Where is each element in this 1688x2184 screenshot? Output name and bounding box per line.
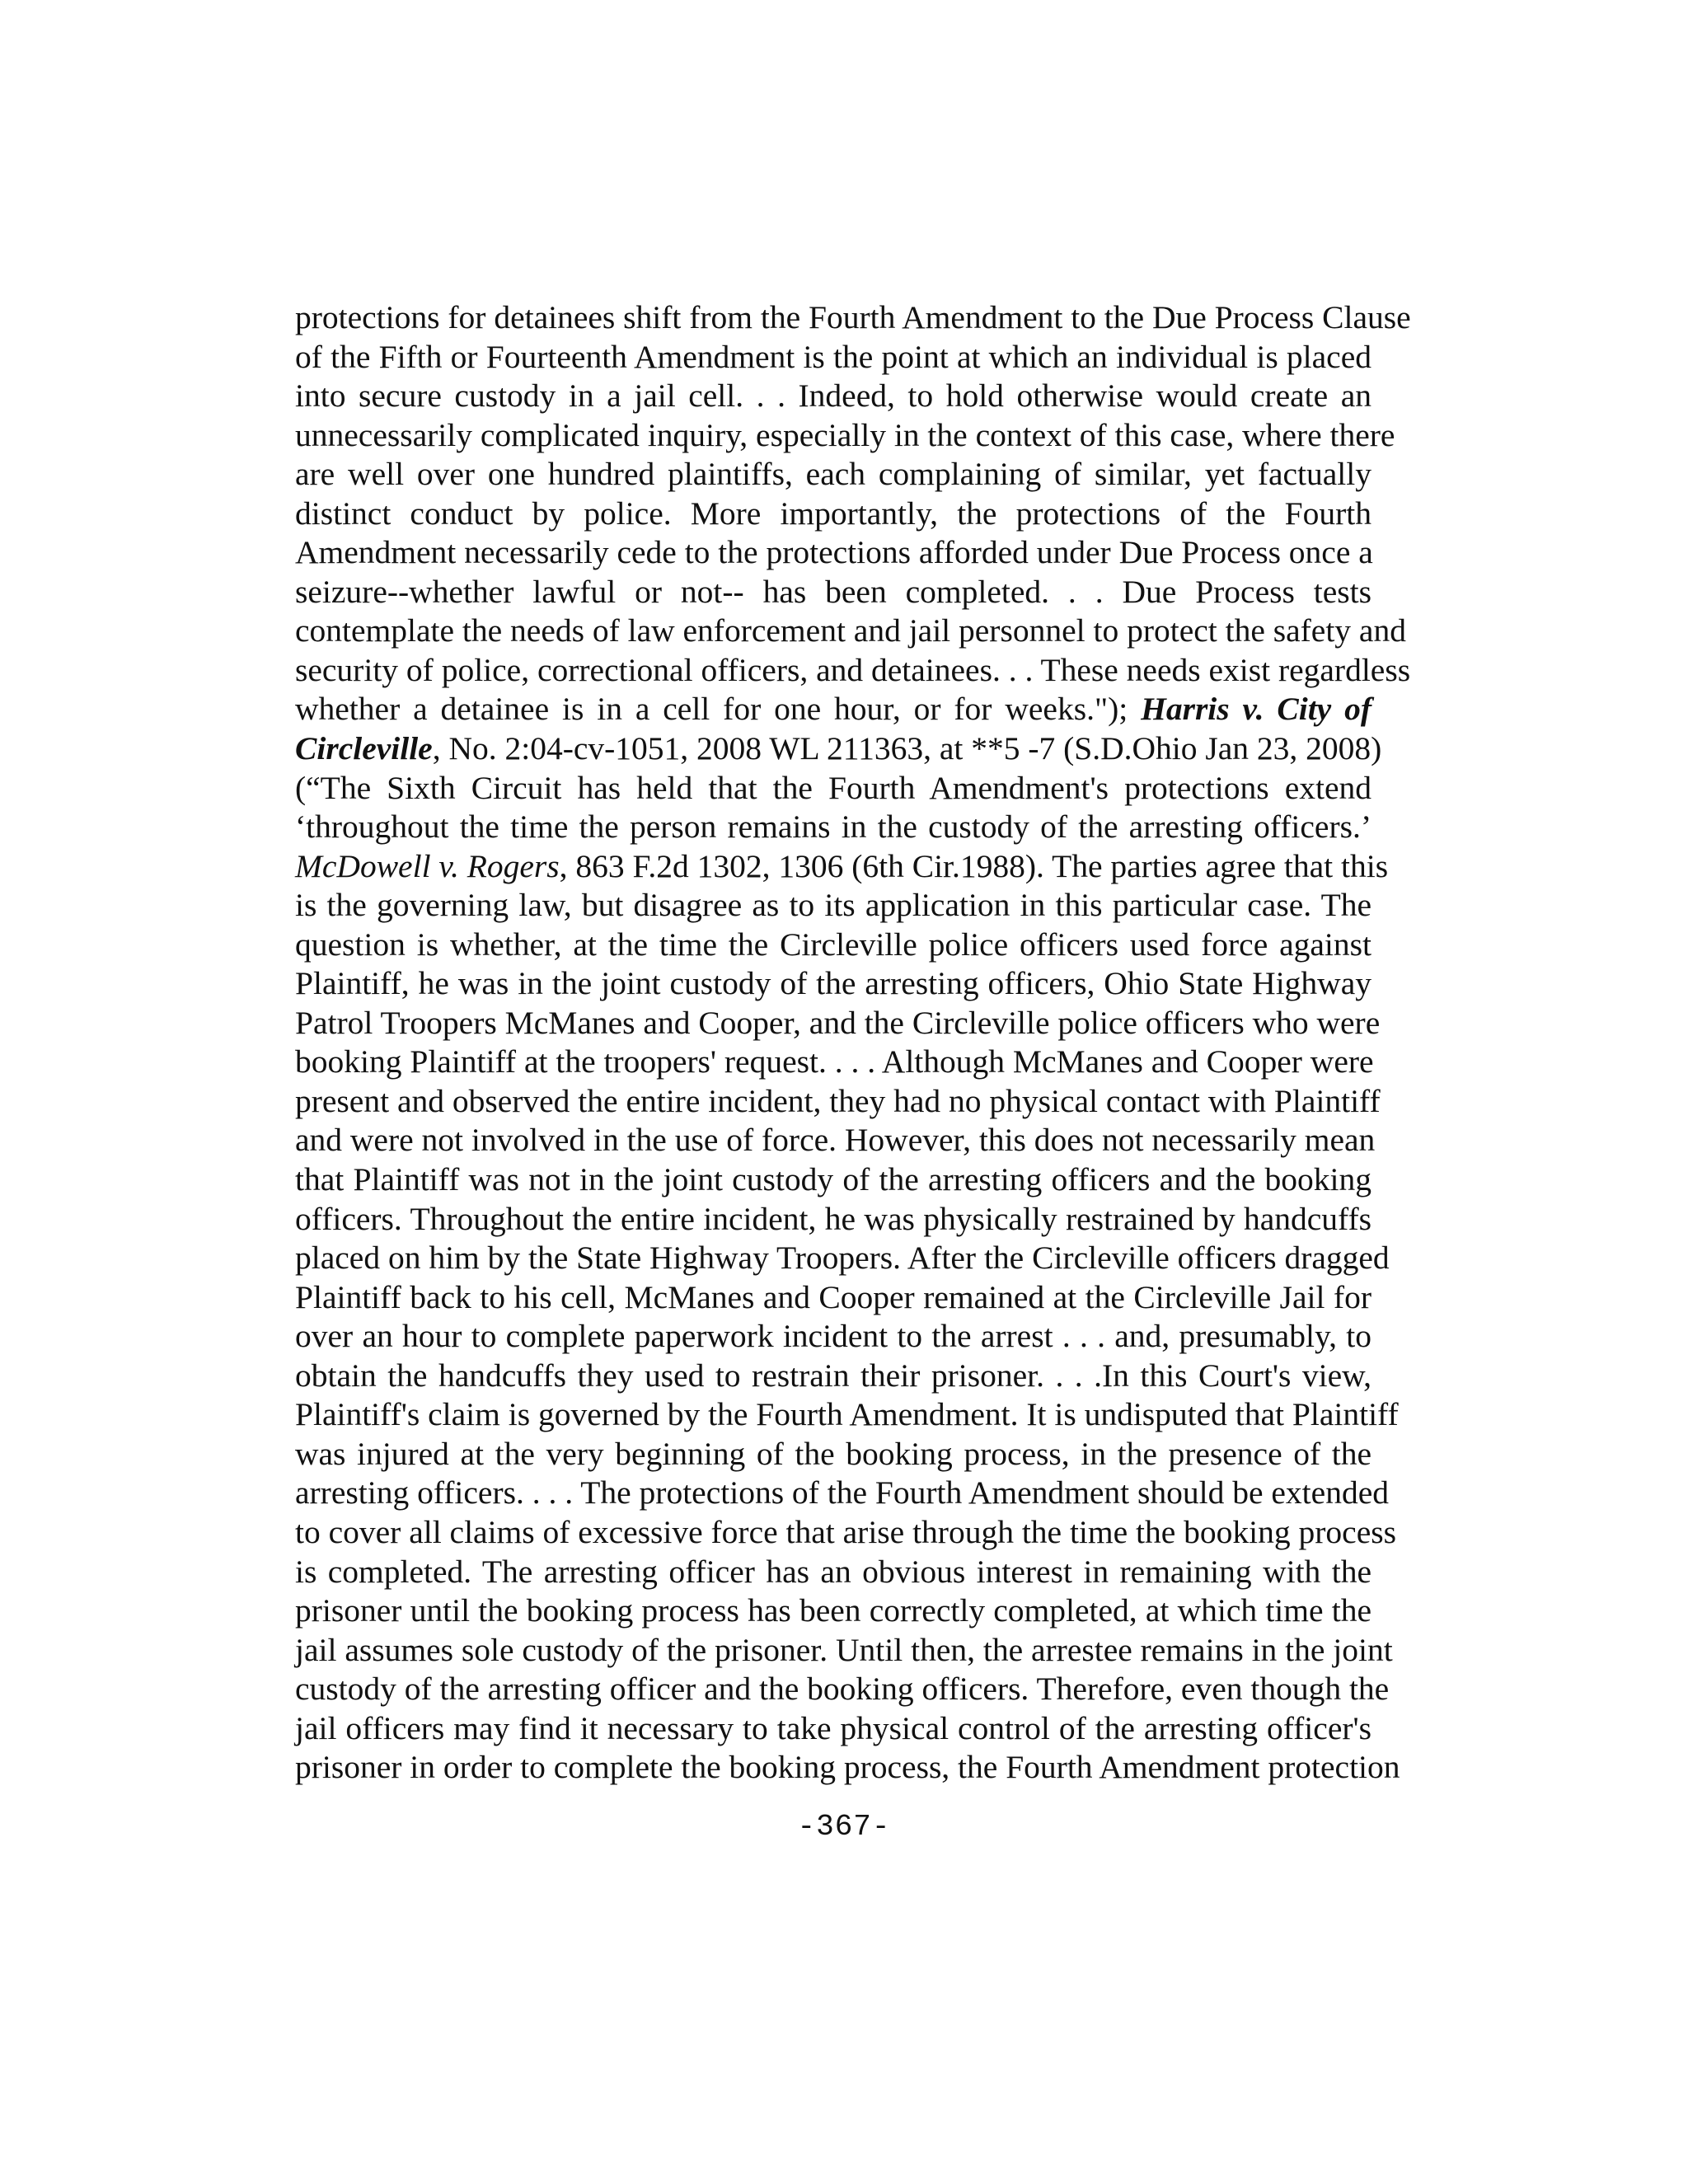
text-line: was injured at the very beginning of the booking process, in the presence of the bbox=[295, 1435, 1372, 1472]
case-name-mcdowell: McDowell v. Rogers bbox=[295, 847, 560, 884]
text-line: arresting officers. . . . The protections of the Fourth Amendment should be extended bbox=[295, 1474, 1389, 1511]
text-line: question is whether, at the time the Circleville police officers used force against bbox=[295, 926, 1372, 963]
text-line: prisoner in order to complete the booking process, the Fourth Amendment protection bbox=[295, 1749, 1400, 1786]
text-line: Plaintiff back to his cell, McManes and Cooper remained at the Circleville Jail for bbox=[295, 1278, 1372, 1315]
text-line: custody of the arresting officer and the booking officers. Therefore, even though the bbox=[295, 1671, 1390, 1708]
text-line-harris-start bbox=[295, 690, 1372, 729]
text-line: jail assumes sole custody of the prisoner. Until then, the arrestee remains in the joint bbox=[295, 1631, 1393, 1668]
text-line: booking Plaintiff at the troopers' request. . . . Although McManes and Cooper were bbox=[295, 1043, 1374, 1080]
page-number: -367- bbox=[797, 1810, 891, 1844]
text-line: is completed. The arresting officer has an obvious interest in remaining with the bbox=[295, 1553, 1372, 1590]
text-line: are well over one hundred plaintiffs, each complaining of similar, yet factually bbox=[295, 456, 1372, 493]
text-line: distinct conduct by police. More importantly, the protections of the Fourth bbox=[295, 494, 1372, 532]
text-line: Plaintiff, he was in the joint custody of the arresting officers, Ohio State Highway bbox=[295, 965, 1372, 1002]
text-line: seizure--whether lawful or not-- has been completed. . . Due Process tests bbox=[295, 573, 1372, 610]
text-line-harris-cite bbox=[295, 729, 1382, 769]
text-line: is the governing law, but disagree as to its application in this particular case. The bbox=[295, 887, 1372, 924]
text-line: of the Fifth or Fourteenth Amendment is the point at which an individual is placed bbox=[295, 338, 1372, 375]
text-line: jail officers may find it necessary to take physical control of the arresting officer's bbox=[295, 1709, 1372, 1746]
text-line: Patrol Troopers McManes and Cooper, and the Circleville police officers who were bbox=[295, 1004, 1381, 1041]
text-line: into secure custody in a jail cell. . . Indeed, to hold otherwise would create an bbox=[295, 377, 1372, 415]
text-line: security of police, correctional officers, and detainees. . . These needs exist regardless bbox=[295, 651, 1411, 688]
text-line: (“The Sixth Circuit has held that the Fourth Amendment's protections extend bbox=[295, 769, 1372, 806]
text-line: Amendment necessarily cede to the protections afforded under Due Process once a bbox=[295, 534, 1373, 571]
text-line-mcdowell bbox=[295, 847, 1389, 887]
case-name-circleville: Circleville bbox=[295, 730, 433, 767]
text-segment: whether a detainee is in a cell for one hour, or for weeks."); bbox=[295, 691, 1128, 728]
mcdowell-citation: , 863 F.2d 1302, 1306 (6th Cir.1988). The parties agree that this bbox=[559, 847, 1389, 884]
text-line: Plaintiff's claim is governed by the Fourth Amendment. It is undisputed that Plaintiff bbox=[295, 1396, 1399, 1433]
text-line: protections for detainees shift from the Fourth Amendment to the Due Process Clause bbox=[295, 299, 1411, 335]
text-line: prisoner until the booking process has been correctly completed, at which time the bbox=[295, 1592, 1372, 1629]
text-line: and were not involved in the use of force. However, this does not necessarily mean bbox=[295, 1122, 1376, 1159]
text-line: unnecessarily complicated inquiry, especially in the context of this case, where there bbox=[295, 416, 1395, 453]
text-line: placed on him by the State Highway Troopers. After the Circleville officers dragged bbox=[295, 1240, 1390, 1277]
text-line: present and observed the entire incident, they had no physical contact with Plaintiff bbox=[295, 1082, 1381, 1119]
case-name-harris: Harris v. City of bbox=[1141, 691, 1372, 728]
text-line: to cover all claims of excessive force that arise through the time the booking process bbox=[295, 1513, 1396, 1550]
text-line: ‘throughout the time the person remains in the custody of the arresting officers.’ bbox=[295, 808, 1372, 846]
text-line: over an hour to complete paperwork incident to the arrest . . . and, presumably, to bbox=[295, 1318, 1372, 1355]
text-line: that Plaintiff was not in the joint custody of the arresting officers and the booking bbox=[295, 1161, 1372, 1198]
text-line: officers. Throughout the entire incident, he was physically restrained by handcuffs bbox=[295, 1200, 1372, 1237]
body-text bbox=[295, 298, 1411, 1788]
text-line: contemplate the needs of law enforcement and jail personnel to protect the safety and bbox=[295, 612, 1406, 649]
text-line: obtain the handcuffs they used to restrain their prisoner. . . .In this Court's view, bbox=[295, 1357, 1372, 1394]
harris-citation: , No. 2:04-cv-1051, 2008 WL 211363, at **5 -7 (S.D.Ohio Jan 23, 2008) bbox=[432, 730, 1382, 767]
